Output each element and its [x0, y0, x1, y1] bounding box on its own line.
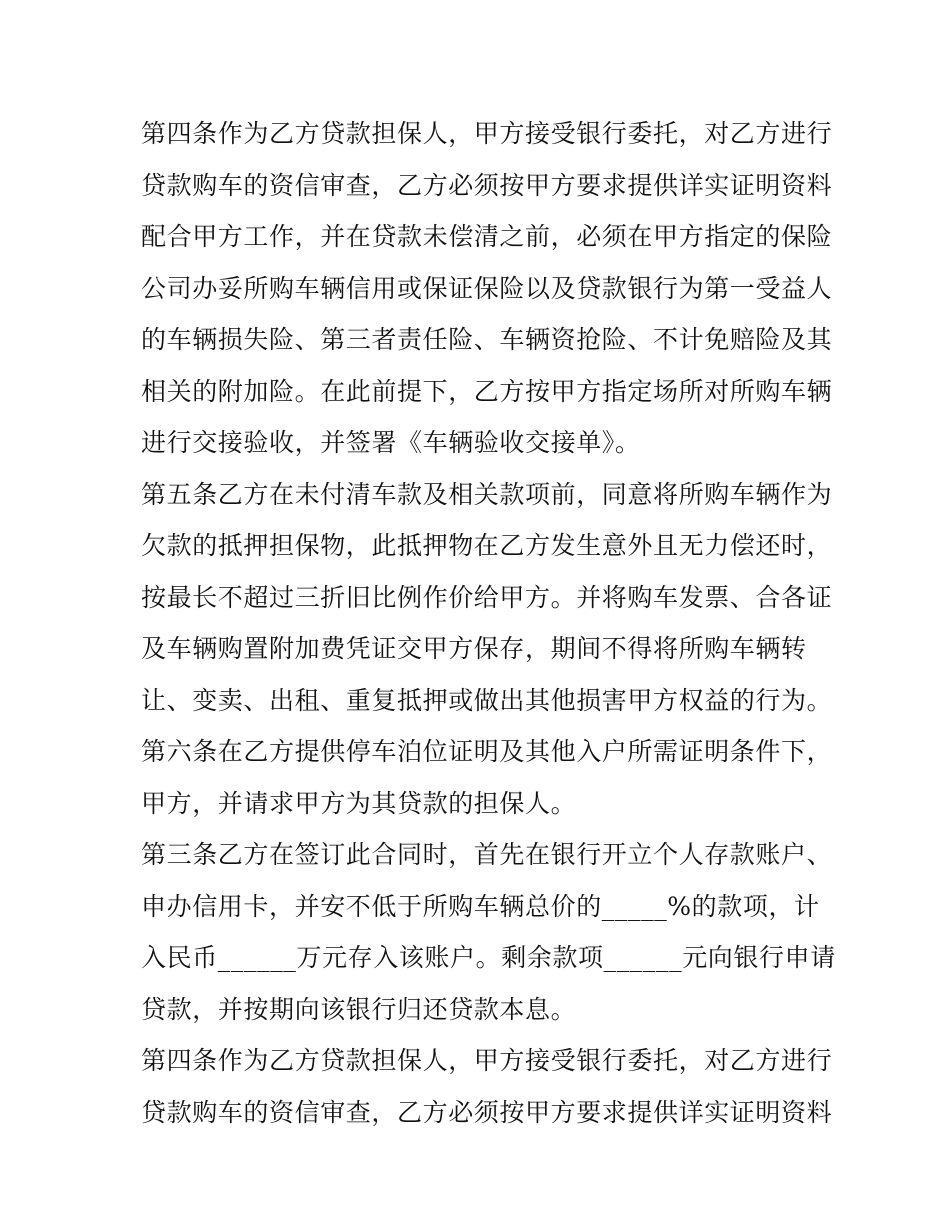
text-line: 第三条乙方在签订此合同时，首先在银行开立个人存款账户、: [141, 840, 833, 869]
text-line: 贷款购车的资信审查，乙方必须按甲方要求提供详实证明资料: [141, 1097, 833, 1127]
document-body: [141, 108, 836, 1138]
text-line: 第六条在乙方提供停车泊位证明及其他入户所需证明条件下，: [141, 737, 833, 766]
text-line: 第四条作为乙方贷款担保人，甲方接受银行委托，对乙方进行: [141, 119, 833, 148]
text-line: 让、变卖、出租、重复抵押或做出其他损害甲方权益的行为。: [141, 685, 833, 715]
text-line: 贷款，并按期向该银行归还贷款本息。: [141, 994, 577, 1024]
text-line: 配合甲方工作，并在贷款未偿清之前，必须在甲方指定的保险: [141, 222, 833, 251]
text-line: 的车辆损失险、第三者责任险、车辆资抢险、不计免赔险及其: [141, 325, 833, 354]
text-line: 相关的附加险。在此前提下，乙方按甲方指定场所对所购车辆: [141, 376, 833, 406]
text-line: 甲方，并请求甲方为其贷款的担保人。: [141, 788, 577, 818]
text-line: 按最长不超过三折旧比例作价给甲方。并将购车发票、合各证: [141, 582, 833, 612]
text-line: 进行交接验收，并签署《车辆验收交接单》。: [141, 428, 641, 457]
text-line: 欠款的抵押担保物，此抵押物在乙方发生意外且无力偿还时，: [141, 531, 833, 560]
text-line: 入民币______万元存入该账户。剩余款项______元向银行申请: [141, 943, 836, 972]
text-line: 及车辆购置附加费凭证交甲方保存，期间不得将所购车辆转: [141, 634, 807, 663]
text-line: 第五条乙方在未付清车款及相关款项前，同意将所购车辆作为: [141, 479, 833, 509]
text-line: 贷款购车的资信审查，乙方必须按甲方要求提供详实证明资料: [141, 170, 833, 200]
text-line: 申办信用卡，并安不低于所购车辆总价的_____%的款项，计: [141, 891, 820, 921]
text-line: 第四条作为乙方贷款担保人，甲方接受银行委托，对乙方进行: [141, 1046, 833, 1075]
text-line: 公司办妥所购车辆信用或保证保险以及贷款银行为第一受益人: [141, 273, 833, 303]
